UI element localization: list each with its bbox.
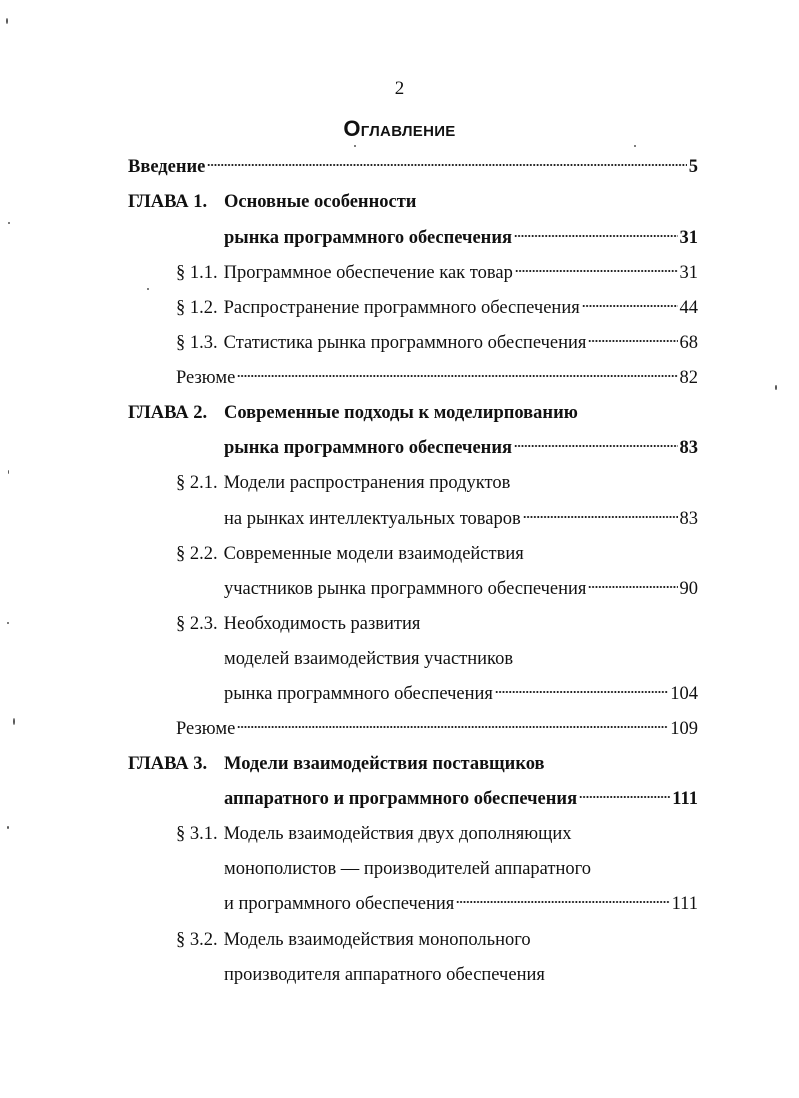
toc-section-3-1 [176,822,698,846]
dot-leader [237,724,668,730]
toc-summary-1 [176,366,698,390]
entry-text: Резюме [176,368,236,388]
dot-leader [514,233,678,239]
toc-title: Оглавление [343,116,456,141]
section-number: § 1.3. [176,333,218,353]
entry-page: 90 [679,579,698,599]
dot-leader [207,162,686,168]
toc-summary-2 [176,717,698,741]
toc-section-2-3 [176,612,698,636]
entry-text: рынка программного обеспечения [224,684,493,704]
entry-text: Модели взаимодействия поставщиков [224,754,545,774]
toc-chapter-3 [128,752,698,776]
toc-entry-introduction [128,155,698,179]
section-number: § 1.2. [176,298,218,318]
toc-section-1-3 [176,331,698,355]
section-number: § 1.1. [176,263,218,283]
toc-section-3-2-cont [224,963,698,987]
toc-section-3-2 [176,928,698,952]
entry-text: рынка программного обеспечения [224,228,512,248]
entry-text: Современные модели взаимодействия [223,544,524,564]
scan-speck [13,718,15,725]
entry-page: 83 [679,509,698,529]
entry-page: 68 [679,333,698,353]
entry-text: и программного обеспечения [224,894,455,914]
toc-section-2-2-cont [224,577,698,601]
chapter-number: ГЛАВА 2. [128,403,208,423]
entry-text: Современные подходы к моделирпованию [224,403,578,423]
entry-page: 31 [679,263,698,283]
entry-text: участников рынка программного обеспечения [224,579,587,599]
scan-speck [7,826,9,829]
toc-section-1-2 [176,296,698,320]
entry-text: Модели распространения продуктов [223,473,511,493]
dot-leader [456,899,669,905]
entry-text: Модель взаимодействия двух дополняющих [223,824,572,844]
toc-section-2-2 [176,542,698,566]
entry-page: 5 [688,157,698,177]
entry-text: Основные особенности [224,192,417,212]
toc-section-2-3-cont [224,647,698,671]
dot-leader [582,303,678,309]
toc-section-2-3-cont2 [224,682,698,706]
scan-speck [775,385,777,390]
scan-speck [8,222,10,224]
dot-leader [588,584,677,590]
scan-speck [634,145,636,147]
entry-text: Введение [128,157,206,177]
section-number: § 3.1. [176,824,218,844]
dot-leader [514,443,678,449]
toc-section-3-1-cont [224,857,698,881]
entry-page: 111 [671,894,698,914]
section-number: § 3.2. [176,930,218,950]
chapter-number: ГЛАВА 1. [128,192,208,212]
section-number: § 2.1. [176,473,218,493]
dot-leader [579,794,670,800]
entry-page: 44 [679,298,698,318]
scan-speck [354,145,356,147]
dot-leader [588,338,677,344]
dot-leader [237,373,677,379]
toc-chapter-3-cont [224,787,698,811]
toc-section-2-1-cont [224,507,698,531]
chapter-number: ГЛАВА 3. [128,754,208,774]
toc-section-2-1 [176,471,698,495]
scan-speck [7,622,9,624]
dot-leader [495,689,668,695]
entry-page: 31 [679,228,698,248]
scan-speck [147,288,149,290]
entry-text: Распространение программного обеспечения [223,298,580,318]
dot-leader [515,268,678,274]
entry-text: Статистика рынка программного обеспечения [223,333,587,353]
scan-speck [8,470,9,474]
toc-chapter-2 [128,401,698,425]
entry-page: 82 [679,368,698,388]
entry-text: монополистов — производителей аппаратного [224,859,592,879]
entry-text: на рынках интеллектуальных товаров [224,509,521,529]
entry-text: Резюме [176,719,236,739]
dot-leader [523,514,678,520]
toc-chapter-2-cont [224,436,698,460]
page-number: 2 [394,78,405,99]
entry-text: рынка программного обеспечения [224,438,512,458]
toc-section-3-1-cont2 [224,892,698,916]
toc-section-1-1 [176,261,698,285]
toc-chapter-1-cont [224,226,698,250]
entry-text: Программное обеспечение как товар [223,263,513,283]
entry-page: 83 [679,438,698,458]
entry-text: моделей взаимодействия участников [224,649,514,669]
scan-speck [6,18,8,24]
entry-page: 111 [672,789,698,809]
entry-text: производителя аппаратного обеспечения [224,965,545,985]
entry-text: аппаратного и программного обеспечения [224,789,578,809]
entry-text: Необходимость развития [223,614,421,634]
entry-page: 104 [670,684,698,704]
entry-text: Модель взаимодействия монопольного [223,930,531,950]
section-number: § 2.3. [176,614,218,634]
section-number: § 2.2. [176,544,218,564]
toc-chapter-1 [128,190,698,214]
entry-page: 109 [670,719,698,739]
